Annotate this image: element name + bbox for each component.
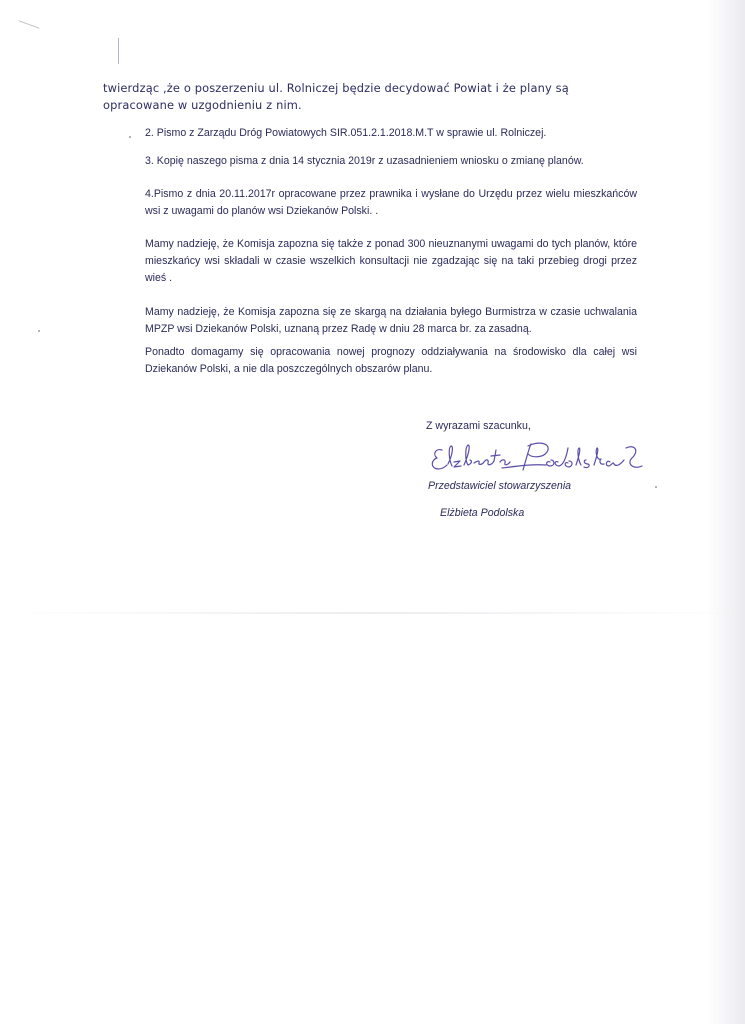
continuation-line-1: twierdząc ,że o poszerzeniu ul. Rolniczej będzie decydować Powiat i że plany są bbox=[103, 81, 569, 95]
continuation-line-2: opracowane w uzgodnieniu z nim. bbox=[103, 98, 302, 112]
scan-speck bbox=[655, 486, 657, 488]
scan-speck bbox=[38, 330, 40, 332]
continuation-text bbox=[103, 80, 663, 114]
scan-corner-mark bbox=[18, 20, 39, 28]
enclosure-item-3: 3. Kopię naszego pisma z dnia 14 stycznia 2019r z uzasadnieniem wniosku o zmianę planów. bbox=[145, 155, 584, 167]
scan-scratch-mark bbox=[118, 38, 119, 64]
paragraph-objections: Mamy nadzieję, że Komisja zapozna się także z ponad 300 nieuznanymi uwagami do tych planów, które mieszkańcy wsi składali w czasie wszelkich konsultacji nie zgadzając się na taki przebieg drogi przez wieś . bbox=[145, 238, 637, 284]
enclosure-item-2: 2. Pismo z Zarządu Dróg Powiatowych SIR.051.2.1.2018.M.T w sprawie ul. Rolniczej. bbox=[145, 127, 547, 139]
paper-fold-line bbox=[0, 612, 745, 614]
handwritten-signature bbox=[428, 434, 658, 480]
signer-name: Elżbieta Podolska bbox=[440, 507, 525, 519]
signer-role: Przedstawiciel stowarzyszenia bbox=[428, 480, 572, 492]
scan-shadow-edge bbox=[707, 0, 745, 1024]
enclosure-item-4: 4.Pismo z dnia 20.11.2017r opracowane przez prawnika i wysłane do Urzędu przez wielu mieszkańców wsi z uwagami do planów wsi Dziekanów Polski. . bbox=[145, 188, 637, 217]
paragraph-environment-forecast: Ponadto domagamy się opracowania nowej prognozy oddziaływania na środowisko dla całej wsi Dziekanów Polski, a nie dla poszczególnych obszarów planu. bbox=[145, 346, 637, 375]
bullet-dot-mark bbox=[129, 136, 131, 138]
paragraph-complaint: Mamy nadzieję, że Komisja zapozna się ze skargą na działania byłego Burmistrza w czasie uchwalania MPZP wsi Dziekanów Polski, uznaną przez Radę w dniu 28 marca br. za zasadną. bbox=[145, 306, 637, 335]
closing-salutation: Z wyrazami szacunku, bbox=[426, 420, 531, 432]
